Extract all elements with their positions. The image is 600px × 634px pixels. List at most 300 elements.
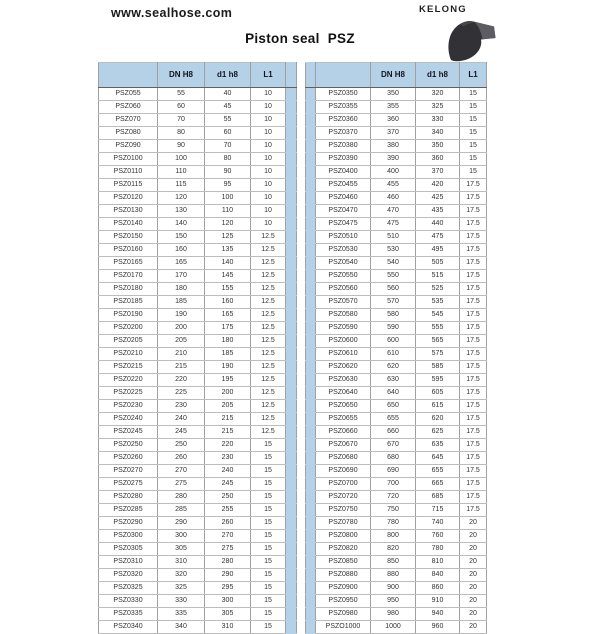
cell-l1: 15 [460,140,487,153]
cell-l1: 17.5 [460,179,487,192]
website-url[interactable]: www.sealhose.com [111,6,233,20]
spacer-column-cell [306,127,316,140]
cell-l1: 15 [251,504,286,517]
cell-l1: 20 [460,569,487,582]
spacer-column-cell [286,335,297,348]
spacer-column-cell [306,530,316,543]
cell-d1: 250 [205,491,251,504]
table-row [99,192,297,205]
table-row [99,127,297,140]
cell-d1: 440 [416,218,460,231]
cell-dn: 380 [371,140,416,153]
cell-d1: 220 [205,439,251,452]
spacer-column-cell [306,543,316,556]
cell-l1: 15 [251,621,286,634]
cell-l1: 20 [460,608,487,621]
spacer-column-cell [286,426,297,439]
table-row [99,244,297,257]
cell-part: PSZ0305 [99,543,158,556]
cell-dn: 1000 [371,621,416,634]
piston-seal-photo-icon [441,19,503,61]
cell-part: PSZ0285 [99,504,158,517]
cell-part: PSZ0510 [316,231,371,244]
cell-l1: 12.5 [251,296,286,309]
spacer-column-cell [306,413,316,426]
cell-part: PSZ0230 [99,400,158,413]
table-row [99,400,297,413]
cell-d1: 605 [416,387,460,400]
cell-part: PSZ0210 [99,348,158,361]
cell-d1: 715 [416,504,460,517]
cell-d1: 60 [205,127,251,140]
cell-d1: 350 [416,140,460,153]
spacer-column-cell [306,192,316,205]
cell-dn: 460 [371,192,416,205]
spacer-column-cell [286,504,297,517]
spacer-column-cell [286,361,297,374]
cell-dn: 340 [158,621,205,634]
cell-d1: 325 [416,101,460,114]
cell-d1: 140 [205,257,251,270]
cell-dn: 250 [158,439,205,452]
cell-part: PSZ0310 [99,556,158,569]
cell-l1: 15 [251,439,286,452]
cell-l1: 15 [251,582,286,595]
cell-l1: 12.5 [251,244,286,257]
spacer-column-cell [306,452,316,465]
spacer-column-cell [306,426,316,439]
cell-d1: 295 [205,582,251,595]
spacer-column-cell [286,114,297,127]
spacer-column-cell [306,218,316,231]
spacer-column-cell [306,517,316,530]
cell-dn: 280 [158,491,205,504]
cell-d1: 125 [205,231,251,244]
cell-l1: 15 [251,478,286,491]
cell-part: PSZ0640 [316,387,371,400]
cell-part: PSZ0335 [99,608,158,621]
cell-l1: 17.5 [460,283,487,296]
header-d1: d1 h8 [416,63,460,88]
cell-part: PSZ0280 [99,491,158,504]
table-row [99,296,297,309]
cell-l1: 15 [460,88,487,101]
cell-d1: 515 [416,270,460,283]
table-row [99,322,297,335]
cell-l1: 10 [251,218,286,231]
header-d1: d1 h8 [205,63,251,88]
cell-part: PSZ0980 [316,608,371,621]
cell-dn: 300 [158,530,205,543]
cell-dn: 880 [371,569,416,582]
cell-d1: 80 [205,153,251,166]
spacer-column-cell [286,192,297,205]
cell-l1: 20 [460,595,487,608]
header-row [99,63,297,88]
spacer-column-cell [286,582,297,595]
cell-l1: 15 [460,101,487,114]
cell-l1: 17.5 [460,400,487,413]
cell-d1: 360 [416,153,460,166]
table-row [99,387,297,400]
table-row [306,374,487,387]
spacer-column-cell [306,179,316,192]
table-row [99,608,297,621]
spacer-column-cell [286,296,297,309]
cell-part: PSZ0750 [316,504,371,517]
table-row [306,413,487,426]
spacer-column-cell [286,452,297,465]
table-row [99,88,297,101]
cell-part: PSZ0680 [316,452,371,465]
cell-l1: 17.5 [460,491,487,504]
cell-l1: 17.5 [460,387,487,400]
spacer-column-cell [286,244,297,257]
spacer-column-cell [286,283,297,296]
cell-d1: 420 [416,179,460,192]
cell-l1: 10 [251,205,286,218]
table-row [306,88,487,101]
cell-l1: 12.5 [251,335,286,348]
table-row [99,556,297,569]
table-row [99,439,297,452]
spacer-column-cell [286,166,297,179]
cell-d1: 810 [416,556,460,569]
cell-part: PSZ0190 [99,309,158,322]
cell-dn: 130 [158,205,205,218]
cell-d1: 685 [416,491,460,504]
cell-part: PSZ0180 [99,283,158,296]
cell-d1: 620 [416,413,460,426]
spacer-column-cell [286,530,297,543]
cell-d1: 310 [205,621,251,634]
cell-dn: 680 [371,452,416,465]
cell-l1: 15 [251,491,286,504]
cell-part: PSZ0320 [99,569,158,582]
cell-part: PSZ0950 [316,595,371,608]
table-row [306,218,487,231]
table-row [99,231,297,244]
cell-dn: 820 [371,543,416,556]
cell-l1: 12.5 [251,400,286,413]
cell-dn: 140 [158,218,205,231]
table-row [306,582,487,595]
spacer-column-cell [286,608,297,621]
cell-dn: 320 [158,569,205,582]
cell-l1: 17.5 [460,205,487,218]
header-part [316,63,371,88]
table-row [306,556,487,569]
spacer-column-cell [286,374,297,387]
spacer-column-cell [286,309,297,322]
table-row [99,517,297,530]
cell-l1: 10 [251,166,286,179]
cell-d1: 290 [205,569,251,582]
table-row [99,504,297,517]
cell-l1: 12.5 [251,426,286,439]
cell-part: PSZ0110 [99,166,158,179]
table-row [99,205,297,218]
cell-l1: 17.5 [460,296,487,309]
cell-d1: 155 [205,283,251,296]
header-dn: DN H8 [158,63,205,88]
table-row [306,361,487,374]
cell-part: PSZ090 [99,140,158,153]
spacer-column-cell [306,296,316,309]
spacer-column-cell [306,387,316,400]
cell-dn: 630 [371,374,416,387]
cell-d1: 240 [205,465,251,478]
cell-l1: 20 [460,543,487,556]
table-row [306,322,487,335]
table-row [306,192,487,205]
cell-l1: 17.5 [460,413,487,426]
spacer-column-cell [306,153,316,166]
cell-dn: 180 [158,283,205,296]
cell-l1: 15 [251,465,286,478]
spacer-column-cell [306,205,316,218]
spacer-column-cell [306,322,316,335]
cell-part: PSZ0200 [99,322,158,335]
cell-d1: 230 [205,452,251,465]
cell-l1: 15 [460,114,487,127]
cell-dn: 655 [371,413,416,426]
cell-l1: 10 [251,153,286,166]
cell-d1: 545 [416,309,460,322]
table-row [306,504,487,517]
cell-dn: 620 [371,361,416,374]
table-row [99,270,297,283]
cell-d1: 615 [416,400,460,413]
cell-d1: 95 [205,179,251,192]
cell-l1: 17.5 [460,374,487,387]
cell-dn: 310 [158,556,205,569]
cell-l1: 15 [460,166,487,179]
cell-d1: 165 [205,309,251,322]
cell-d1: 475 [416,231,460,244]
cell-part: PSZ0850 [316,556,371,569]
cell-l1: 17.5 [460,244,487,257]
cell-dn: 510 [371,231,416,244]
cell-part: PSZ0390 [316,153,371,166]
cell-dn: 90 [158,140,205,153]
cell-part: PSZ0160 [99,244,158,257]
spec-table-right [305,62,487,634]
cell-part: PSZ0620 [316,361,371,374]
cell-d1: 330 [416,114,460,127]
spacer-column-cell [306,283,316,296]
spacer-column-cell [286,569,297,582]
table-row [306,621,487,634]
cell-d1: 215 [205,413,251,426]
cell-dn: 285 [158,504,205,517]
cell-d1: 200 [205,387,251,400]
spacer-column-cell [286,595,297,608]
header-dn: DN H8 [371,63,416,88]
cell-dn: 390 [371,153,416,166]
cell-dn: 210 [158,348,205,361]
cell-l1: 12.5 [251,231,286,244]
cell-dn: 360 [371,114,416,127]
cell-part: PSZ0670 [316,439,371,452]
table-row [306,439,487,452]
cell-part: PSZ0215 [99,361,158,374]
cell-part: PSZ0560 [316,283,371,296]
table-row [306,543,487,556]
spacer-column-cell [306,569,316,582]
cell-part: PSZ0900 [316,582,371,595]
cell-l1: 10 [251,114,286,127]
cell-part: PSZ0325 [99,582,158,595]
spacer-column-cell [286,491,297,504]
table-row [306,387,487,400]
cell-d1: 635 [416,439,460,452]
table-row [99,335,297,348]
cell-l1: 12.5 [251,387,286,400]
table-row [306,595,487,608]
cell-l1: 17.5 [460,361,487,374]
cell-part: PSZ080 [99,127,158,140]
cell-part: PSZ0570 [316,296,371,309]
cell-dn: 400 [371,166,416,179]
cell-l1: 20 [460,517,487,530]
cell-l1: 15 [251,543,286,556]
cell-d1: 275 [205,543,251,556]
cell-dn: 205 [158,335,205,348]
spacer-column-cell [306,621,316,634]
cell-d1: 535 [416,296,460,309]
cell-l1: 10 [251,140,286,153]
cell-part: PSZ0530 [316,244,371,257]
cell-d1: 100 [205,192,251,205]
cell-l1: 17.5 [460,218,487,231]
cell-d1: 190 [205,361,251,374]
cell-dn: 70 [158,114,205,127]
spacer-column-cell [306,595,316,608]
spacer-column-cell [286,140,297,153]
cell-l1: 17.5 [460,426,487,439]
cell-part: PSZ0270 [99,465,158,478]
spacer-column-cell [286,231,297,244]
table-row [306,140,487,153]
spacer-column-cell [306,465,316,478]
cell-part: PSZO1000 [316,621,371,634]
spacer-column-cell [286,205,297,218]
cell-d1: 760 [416,530,460,543]
table-row [306,335,487,348]
spacer-column-cell [286,413,297,426]
cell-dn: 590 [371,322,416,335]
cell-d1: 40 [205,88,251,101]
cell-d1: 280 [205,556,251,569]
cell-l1: 12.5 [251,257,286,270]
cell-l1: 15 [251,595,286,608]
cell-dn: 115 [158,179,205,192]
cell-dn: 455 [371,179,416,192]
table-row [99,348,297,361]
cell-part: PSZ0880 [316,569,371,582]
table-row [99,114,297,127]
table-row [99,283,297,296]
cell-l1: 17.5 [460,504,487,517]
spacer-column-cell [306,361,316,374]
cell-l1: 17.5 [460,439,487,452]
spacer-column-cell [306,335,316,348]
cell-d1: 370 [416,166,460,179]
cell-l1: 17.5 [460,335,487,348]
table-row [99,101,297,114]
cell-part: PSZ0360 [316,114,371,127]
cell-d1: 525 [416,283,460,296]
table-row [306,569,487,582]
cell-l1: 15 [251,517,286,530]
cell-d1: 145 [205,270,251,283]
spacer-column-cell [306,439,316,452]
cell-part: PSZ0550 [316,270,371,283]
cell-d1: 505 [416,257,460,270]
cell-dn: 160 [158,244,205,257]
cell-dn: 80 [158,127,205,140]
table-row [99,153,297,166]
table-row [306,517,487,530]
table-row [306,296,487,309]
cell-part: PSZ0780 [316,517,371,530]
table-row [99,140,297,153]
cell-dn: 750 [371,504,416,517]
cell-part: PSZ0370 [316,127,371,140]
cell-l1: 15 [251,530,286,543]
cell-d1: 120 [205,218,251,231]
cell-part: PSZ0820 [316,543,371,556]
cell-part: PSZ0590 [316,322,371,335]
spacer-column-cell [286,439,297,452]
spacer-column-cell [306,231,316,244]
table-row [99,530,297,543]
cell-l1: 12.5 [251,361,286,374]
table-row [306,348,487,361]
cell-l1: 12.5 [251,309,286,322]
cell-part: PSZ055 [99,88,158,101]
table-row [306,166,487,179]
cell-l1: 15 [251,608,286,621]
cell-l1: 17.5 [460,231,487,244]
cell-l1: 17.5 [460,257,487,270]
spacer-column-cell [306,374,316,387]
cell-l1: 12.5 [251,283,286,296]
cell-d1: 645 [416,452,460,465]
table-row [306,491,487,504]
cell-l1: 12.5 [251,413,286,426]
cell-l1: 20 [460,621,487,634]
table-row [99,374,297,387]
cell-part: PSZ0350 [316,88,371,101]
cell-dn: 150 [158,231,205,244]
cell-l1: 10 [251,179,286,192]
spacer-column-cell [286,517,297,530]
cell-part: PSZ0610 [316,348,371,361]
spacer-column-cell [306,114,316,127]
cell-l1: 17.5 [460,192,487,205]
cell-dn: 245 [158,426,205,439]
table-row [306,179,487,192]
cell-l1: 12.5 [251,270,286,283]
table-row [99,257,297,270]
cell-dn: 670 [371,439,416,452]
cell-d1: 160 [205,296,251,309]
cell-dn: 600 [371,335,416,348]
cell-l1: 10 [251,101,286,114]
cell-d1: 595 [416,374,460,387]
